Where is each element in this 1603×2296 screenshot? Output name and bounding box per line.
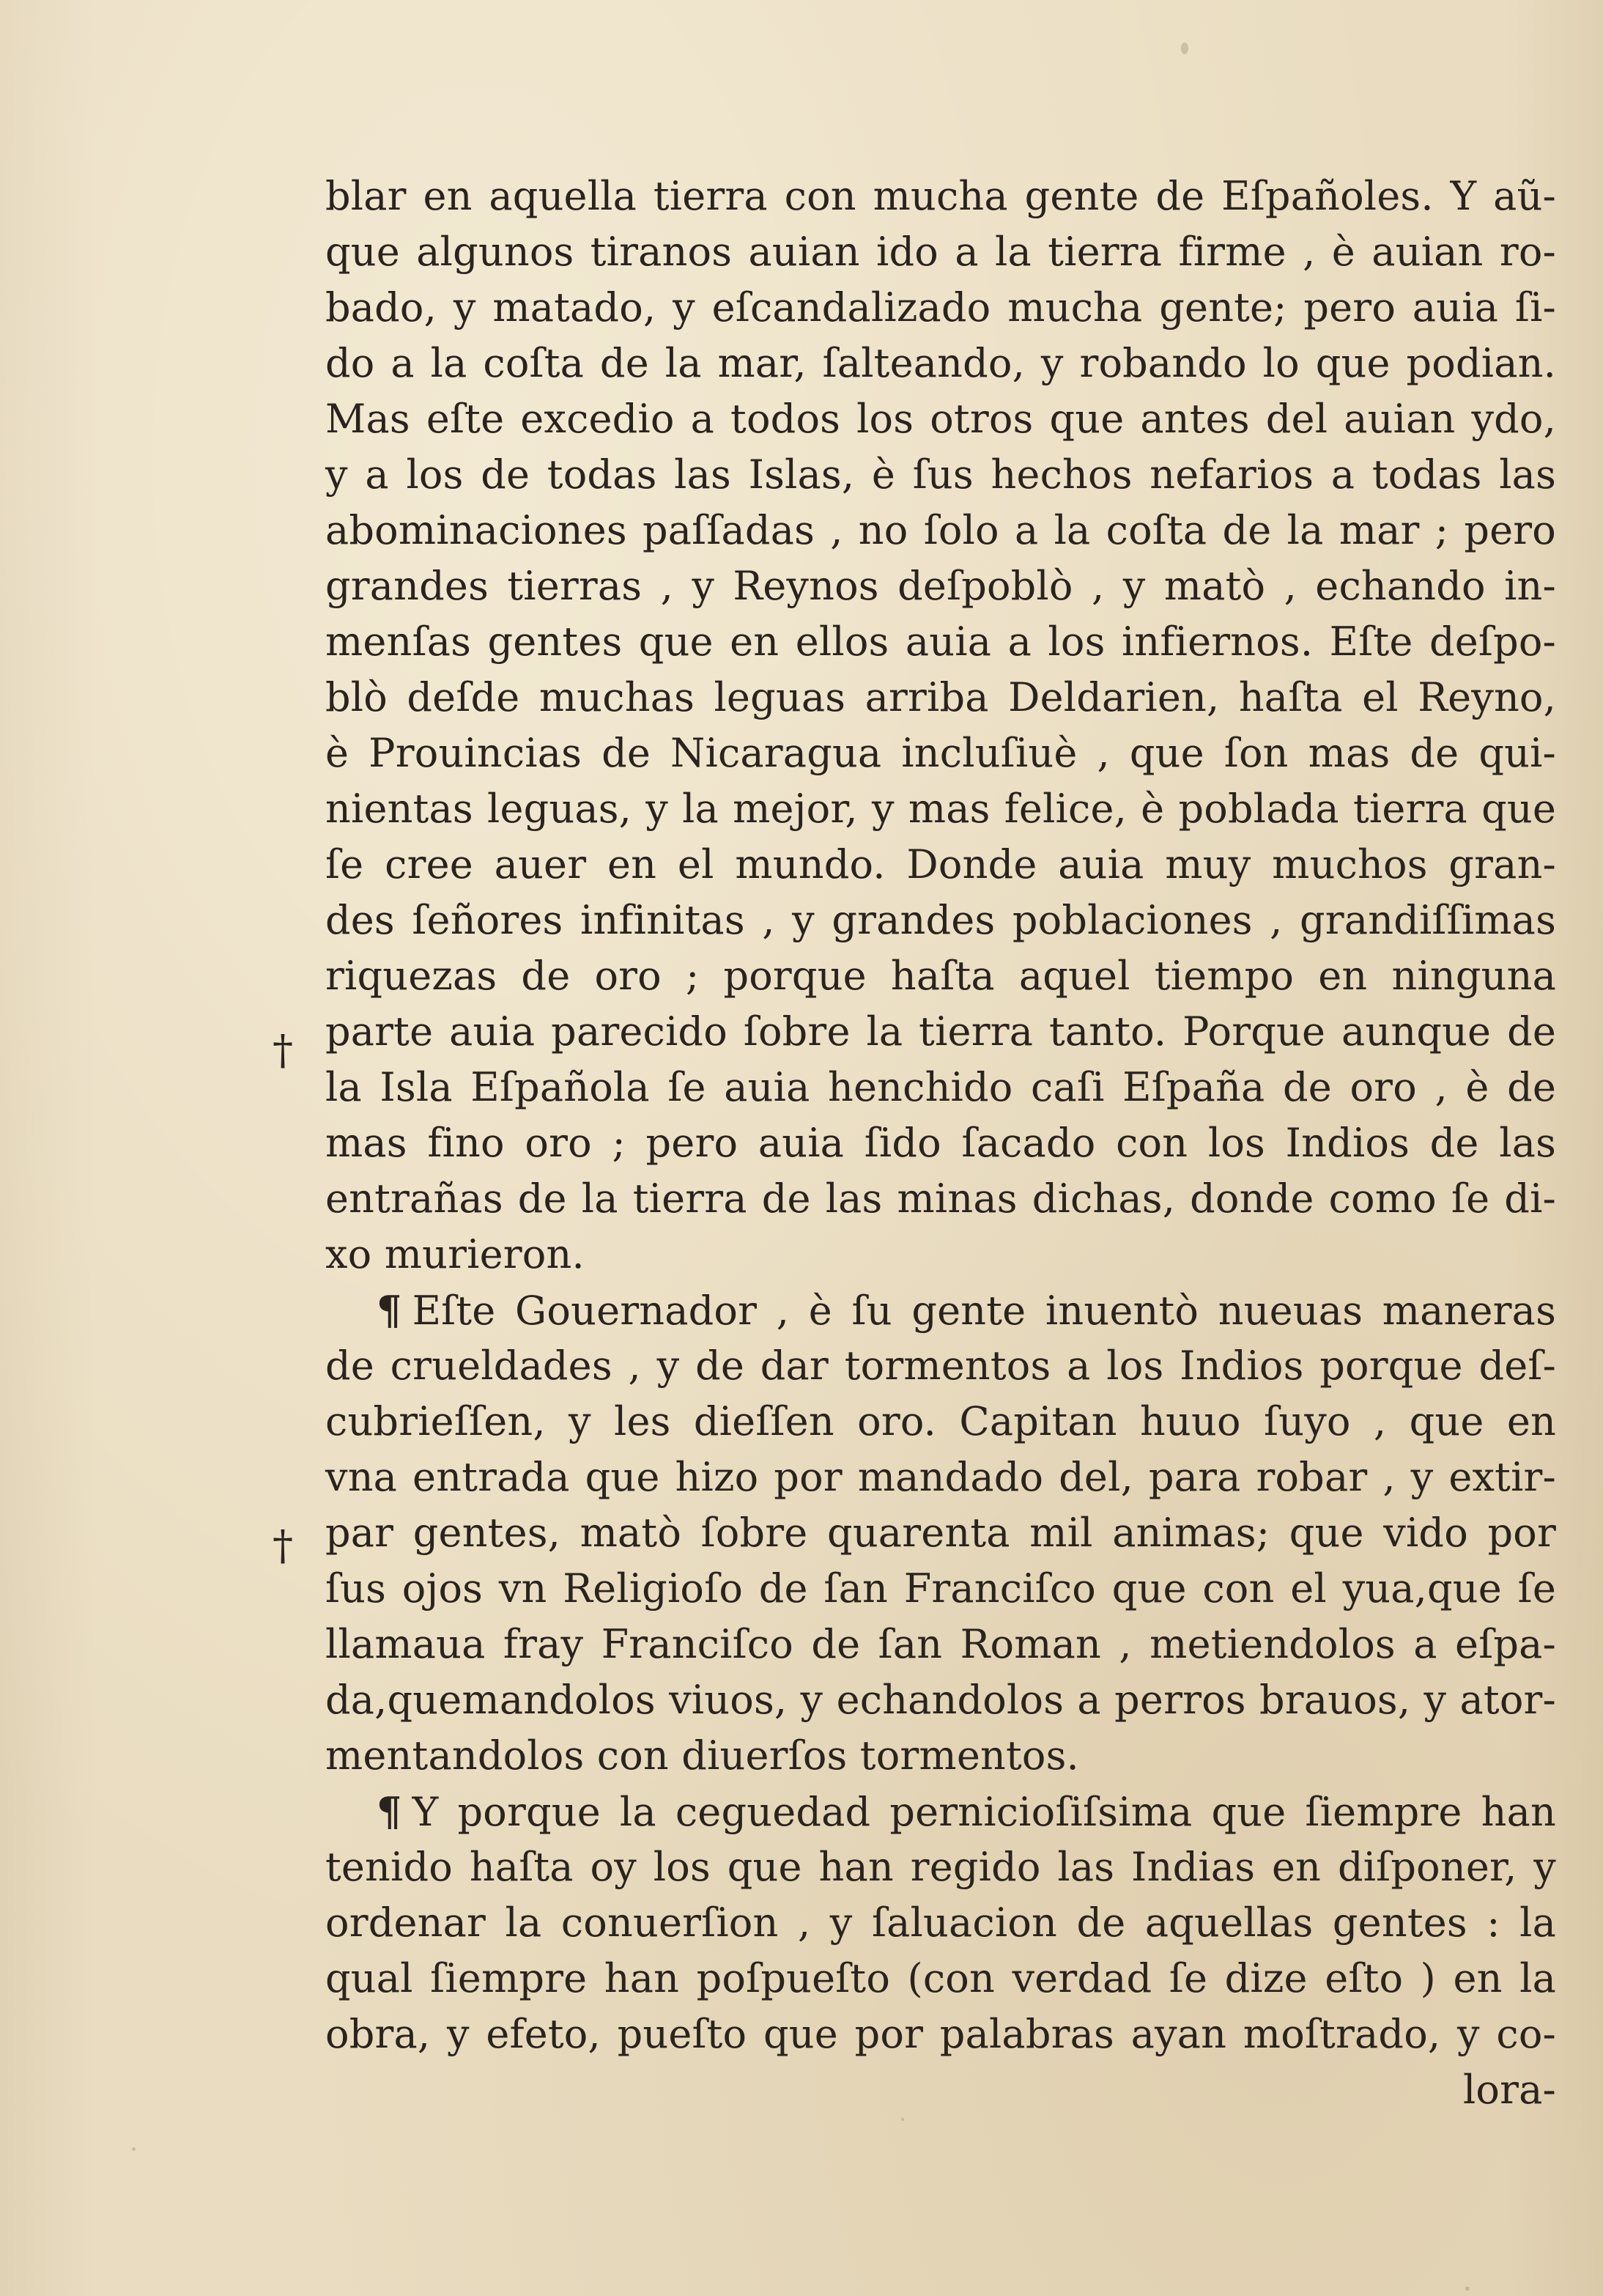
text-line: da,quemandolos viuos, y echandolos a perros brauos, y ator- [325, 1677, 1556, 1723]
text-line: que algunos tiranos auian ido a la tierra firme , è auian ro- [325, 229, 1556, 275]
text-line: grandes tierras , y Reynos deſpoblò , y matò , echando in- [325, 563, 1556, 609]
paragraph-start-line [377, 1282, 1556, 1338]
text-line: parte auia parecido ſobre la tierra tanto. Porque aunque de [325, 1008, 1556, 1055]
text-line: y a los de todas las Islas, è ſus hechos nefarios a todas las [325, 451, 1556, 498]
text-line: de crueldades , y de dar tormentos a los Indios porque deſ- [325, 1343, 1556, 1389]
catchword: lora- [1462, 2067, 1556, 2113]
text-line: blar en aquella tierra con mucha gente de Eſpañoles. Y aũ- [325, 173, 1556, 219]
text-line: blò deſde muchas leguas arriba Deldarien, haſta el Reyno, [325, 674, 1556, 720]
text-line: nientas leguas, y la mejor, y mas felice, è poblada tierra que [325, 786, 1556, 832]
text-line: xo murieron. [325, 1231, 585, 1277]
text-line: par gentes, matò ſobre quarenta mil animas; que vido por [325, 1510, 1556, 1556]
text-line: des ſeñores infinitas , y grandes poblaciones , grandiſſimas [325, 897, 1556, 943]
text-line: menſas gentes que en ellos auia a los infiernos. Eſte deſpo- [325, 619, 1556, 665]
text-line: vna entrada que hizo por mandado del, para robar , y extir- [325, 1454, 1556, 1500]
paper-stain [1181, 43, 1188, 54]
text-line: Y porque la ceguedad pernicioſiſsima que ſiempre han [412, 1789, 1556, 1835]
text-line: bado, y matado, y eſcandalizado mucha gente; pero auia ſi- [325, 284, 1556, 331]
pilcrow-mark: ¶ [377, 1788, 402, 1835]
pilcrow-mark: ¶ [377, 1287, 402, 1334]
paper-speck [1465, 2286, 1470, 2291]
paper-speck [132, 2147, 136, 2151]
paragraph-start-line [377, 1784, 1556, 1839]
text-line: tenido haſta oy los que han regido las Indias en diſponer, y [325, 1844, 1556, 1890]
text-line: mentandolos con diuerſos tormentos. [325, 1732, 1079, 1779]
text-line: Eſte Gouernador , è ſu gente inuentò nueuas maneras [412, 1288, 1556, 1334]
text-line: è Prouincias de Nicaragua incluſiuè , que ſon mas de qui- [325, 730, 1556, 776]
text-line: entrañas de la tierra de las minas dichas, donde como ſe di- [325, 1175, 1556, 1222]
text-line: mas fino oro ; pero auia ſido ſacado con los Indios de las [325, 1120, 1556, 1166]
margin-dagger-mark: † [273, 1027, 293, 1074]
text-line: ſe cree auer en el mundo. Donde auia muy muchos gran- [325, 841, 1556, 887]
text-line: ordenar la conuerſion , y ſaluacion de aquellas gentes : la [325, 1900, 1556, 1946]
text-line: la Isla Eſpañola ſe auia henchido caſi Eſpaña de oro , è de [325, 1064, 1556, 1110]
text-line: do a la coſta de la mar, ſalteando, y robando lo que podian. [325, 340, 1556, 386]
text-line: cubrieſſen, y les dieſſen oro. Capitan huuo ſuyo , que en [325, 1398, 1556, 1444]
text-line: abominaciones paſſadas , no ſolo a la coſta de la mar ; pero [325, 507, 1556, 553]
text-line: obra, y efeto, pueſto que por palabras ayan moſtrado, y co- [325, 2011, 1556, 2057]
text-line: ſus ojos vn Religioſo de ſan Franciſco que con el yua,que ſe [325, 1565, 1556, 1612]
text-line: llamaua fray Franciſco de ſan Roman , metiendolos a eſpa- [325, 1621, 1556, 1667]
text-line: qual ſiempre han poſpueſto (con verdad ſe dize eſto ) en la [325, 1955, 1556, 2001]
margin-dagger-mark: † [273, 1522, 293, 1570]
text-line: Mas eſte excedio a todos los otros que antes del auian ydo, [325, 396, 1556, 442]
text-line: riquezas de oro ; porque haſta aquel tiempo en ninguna [325, 953, 1556, 999]
paper-speck [901, 2118, 904, 2121]
